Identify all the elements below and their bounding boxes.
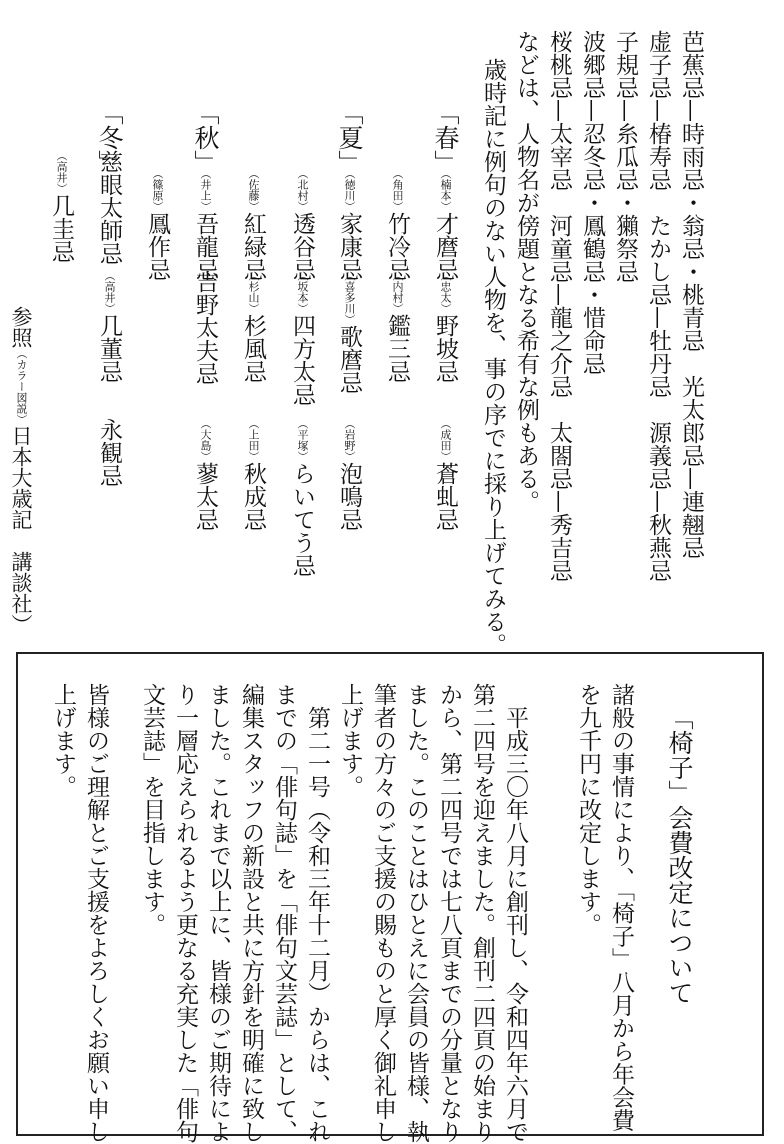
entry-kikei <box>49 150 72 263</box>
notice-body-10: ました。これまで以上に、皆様のご期待によ <box>205 683 231 1143</box>
entry-name: 家康忌 <box>336 212 362 281</box>
notice-lead-1: 諸般の事情により、「椅子」八月から年会費 <box>608 683 634 1132</box>
entry-name: 才麿忌 <box>432 212 458 281</box>
reference-note: （カラー図説） <box>15 348 28 425</box>
entry-koroku <box>241 168 264 281</box>
memorial-line-7: 歳時記に例句のない人物を、事の序でに採り上げてみる。 <box>480 58 506 656</box>
entry-name: 四方太忌 <box>289 314 315 406</box>
entry-name: 杉風忌 <box>240 314 266 383</box>
entry-hosaku <box>145 168 168 281</box>
notice-body-2: 第二四号を迎えました。創刊二四頁の始まり <box>469 683 495 1143</box>
author-note: （大島） <box>199 418 212 462</box>
memorial-line-6: などは、人物名が傍題となる希有な例もある。 <box>513 30 539 513</box>
entry-kanzo <box>385 270 408 383</box>
author-note: （角田） <box>391 168 404 212</box>
notice-body-8: までの「俳句誌」を「俳句文芸誌」として、 <box>271 683 297 1143</box>
notice-closing-1: 皆様のご理解とご支援をよろしくお願い申し <box>83 683 109 1143</box>
entry-utamaro <box>337 270 360 394</box>
entry-saimaro <box>433 168 456 281</box>
reference-label: 参照 <box>9 306 33 348</box>
entry-name: 透谷忌 <box>289 212 315 281</box>
entry-sampu <box>241 270 264 383</box>
entry-name: 吉野太夫忌 <box>192 270 218 385</box>
notice-body-6: 上げます。 <box>337 683 363 798</box>
entry-name: 鑑三忌 <box>384 314 410 383</box>
author-note: （佐藤） <box>247 168 260 212</box>
notice-heading: 「椅子」会費改定について <box>665 705 694 1005</box>
author-note: （忠太） <box>439 270 452 314</box>
entry-kito <box>97 270 120 383</box>
entry-name: 紅緑忌 <box>240 212 266 281</box>
notice-body-7: 第二一号（令和三年十二月）からは、これ <box>304 683 330 1143</box>
entry-name: 歌麿忌 <box>336 325 362 394</box>
entry-eikan <box>97 418 120 487</box>
entry-yaba <box>433 270 456 383</box>
entry-name: 几圭忌 <box>48 194 74 263</box>
entry-tokoku <box>290 168 313 281</box>
memorial-line-5: 桜桃忌—太宰忌 河童忌—龍之介忌 太閤忌—秀吉忌 <box>546 30 572 582</box>
entry-goryu <box>193 168 216 281</box>
author-note: （平塚） <box>296 418 309 462</box>
entry-name: 竹冷忌 <box>384 212 410 281</box>
notice-body-9: 編集スタッフの新設と共に方針を明確に致し <box>238 683 264 1143</box>
season-label-winter: 「冬」 <box>95 100 124 175</box>
entry-raicho <box>290 418 313 577</box>
author-note: （高井） <box>55 150 68 194</box>
memorial-line-4: 波郷忌—忍冬忌・鳳鶴忌・惜命忌 <box>579 30 605 375</box>
author-note: （篠原） <box>151 168 164 212</box>
entry-name: 几董忌 <box>96 314 122 383</box>
author-note: （喜多川） <box>343 270 356 325</box>
memorial-line-1: 芭蕉忌—時雨忌・翁忌・桃青忌 光太郎忌—連翹忌 <box>678 30 704 559</box>
entry-name: 蒼虬忌 <box>432 462 458 531</box>
reference-title: 日本大歳記 講談社） <box>9 425 33 635</box>
entry-homei <box>337 418 360 531</box>
season-label-spring: 「春」 <box>431 100 460 175</box>
notice-body-11: り一層応えられるよう更なる充実した「俳句 <box>172 683 198 1143</box>
notice-body-1: 平成三〇年八月に創刊し、令和四年六月で <box>502 683 528 1143</box>
notice-body-3: から、第二四号では七八頁までの分量となり <box>436 683 462 1143</box>
entry-jigen-daishi <box>97 150 120 265</box>
entry-name: 泡鳴忌 <box>336 462 362 531</box>
memorial-line-3: 子規忌—糸瓜忌・獺祭忌 <box>612 30 638 283</box>
author-note: （内村） <box>391 270 404 314</box>
author-note: （坂本） <box>296 270 309 314</box>
reference-line <box>10 306 31 635</box>
notice-lead-2: を九千円に改定します。 <box>575 683 601 936</box>
season-label-autumn: 「秋」 <box>191 100 220 175</box>
season-label-summer: 「夏」 <box>335 100 364 175</box>
entry-chikurei <box>385 168 408 281</box>
author-note: （上田） <box>247 418 260 462</box>
entry-shihota <box>290 270 313 406</box>
memorial-line-2: 虚子忌—椿寿忌 たかし忌—牡丹忌 源義忌—秋燕忌 <box>645 30 671 582</box>
notice-body-4: ました。このことはひとえに会員の皆様、執 <box>403 683 429 1143</box>
entry-name: 慈眼太師忌 <box>96 150 122 265</box>
author-note: （岩野） <box>343 418 356 462</box>
entry-akinari <box>241 418 264 531</box>
entry-name: 吾龍忌 <box>192 212 218 281</box>
entry-yoshino-dayu <box>193 270 216 385</box>
author-note: （成田） <box>439 418 452 462</box>
entry-name: 秋成忌 <box>240 462 266 531</box>
entry-sokyu <box>433 418 456 531</box>
entry-name: 蓼太忌 <box>192 462 218 531</box>
author-note: （徳川） <box>343 168 356 212</box>
entry-ryota <box>193 418 216 531</box>
author-note: （北村） <box>296 168 309 212</box>
author-note: （楠本） <box>439 168 452 212</box>
entry-name: 野坡忌 <box>432 314 458 383</box>
entry-ieyasu <box>337 168 360 281</box>
author-note: （井上） <box>199 168 212 212</box>
author-note: （杉山） <box>247 270 260 314</box>
notice-body-12: 文芸誌」を目指します。 <box>139 683 165 936</box>
notice-closing-2: 上げます。 <box>50 683 76 798</box>
entry-name: 永観忌 <box>96 418 122 487</box>
author-note: （高井） <box>103 270 116 314</box>
entry-name: らいてう忌 <box>289 462 315 577</box>
notice-body-5: 筆者の方々のご支援の賜ものと厚く御礼申し <box>370 683 396 1143</box>
entry-name: 鳳作忌 <box>144 212 170 281</box>
